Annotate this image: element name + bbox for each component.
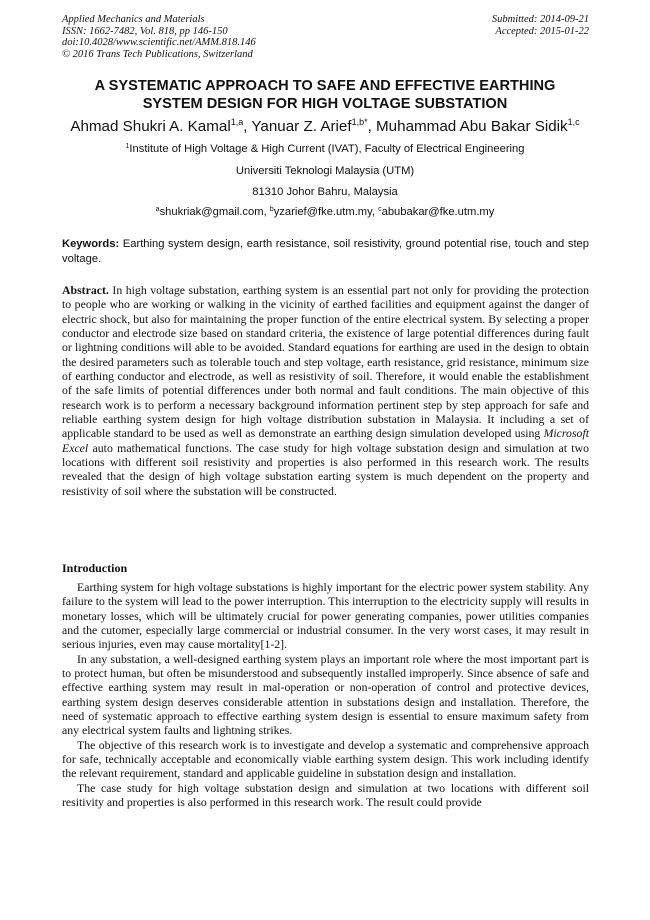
email-a-marker: a [155, 206, 160, 213]
author-1-name: Ahmad Shukri A. Kamal [70, 118, 231, 135]
email-c-marker: c [378, 206, 382, 213]
introduction-body [62, 580, 589, 810]
abstract-software-name: Microsoft Excel [62, 426, 589, 455]
keywords-text: Earthing system design, earth resistance, soil resistivity, ground potential rise, touch and step voltage. [62, 238, 589, 265]
journal-name: Applied Mechanics and Materials [62, 14, 205, 25]
title-line-1: A SYSTEMATIC APPROACH TO SAFE AND EFFECTIVE EARTHING [94, 78, 556, 94]
title-line-2: SYSTEM DESIGN FOR HIGH VOLTAGE SUBSTATION [142, 96, 508, 112]
email-c[interactable]: abubakar@fke.utm.my [381, 206, 495, 218]
email-b-marker: b [269, 206, 274, 213]
introduction-heading: Introduction [62, 561, 128, 575]
journal-header [62, 14, 256, 60]
author-3-affil: 1,c [567, 117, 580, 127]
abstract-section [62, 283, 589, 498]
email-a[interactable]: shukriak@gmail.com, [159, 206, 270, 218]
author-1-affil: 1,a [230, 117, 244, 127]
dates-header [492, 14, 589, 37]
intro-paragraph-2: In any substation, a well-designed earthing system plays an important role where the most important part is to protect human, but often be misunderstood and subsequently installed improperly. Since absence of safe and effective earthing system may result in mal-operation or non-operation of control and protective devices, earthing system design deserves considerable attention in substations design and installation. Therefore, the need of systematic approach to effective earthing system design is essential to ensure maximum safety from any electrical system faults and lightning strikes. [62, 651, 589, 738]
intro-paragraph-1: Earthing system for high voltage substations is highly important for the electric power system stability. Any failure to the system will lead to the power interruption. This interruption to the electricity supply will results in monetary losses, which will be ultimately crucial for power generating companies, power utilities companies and the cutomer, especially large commercial or industrial consumer. In the very worst cases, it may result in serious injuries, even may cause mortality[1-2]. [62, 580, 589, 652]
author-separator: , [367, 118, 377, 135]
affiliation-line-3: 81310 Johor Bahru, Malaysia [252, 186, 398, 198]
affiliation-institute: Institute of High Voltage & High Current (IVAT), Faculty of Electrical Engineering [129, 143, 525, 155]
affiliation-number: 1 [125, 143, 130, 150]
accepted-date: Accepted: 2015-01-22 [495, 25, 589, 37]
abstract-label: Abstract. [62, 283, 109, 297]
author-3-name: Muhammad Abu Bakar Sidik [376, 118, 568, 135]
intro-paragraph-4: The case study for high voltage substation design and simulation at two locations with different soil resitivity and properties is also performed in this research work. The result could provide [62, 780, 589, 810]
keywords-section [62, 237, 589, 266]
affiliation-line-1 [30, 142, 620, 156]
copyright-line: © 2016 Trans Tech Publications, Switzerland [62, 48, 253, 60]
abstract-text-2: auto mathematical functions. The case study for high voltage substation design and simulation at two locations with different soil resistivity and properties is also performed in this research work. The results revealed that the design of high voltage substation earting system is much dependent on the property and resistivity of soil where the substation will be constructed. [62, 440, 589, 498]
author-list [20, 118, 630, 136]
keywords-label: Keywords: [62, 238, 120, 250]
paper-title [40, 77, 610, 113]
intro-paragraph-3: The objective of this research work is to investigate and develop a systematic and comprehensive approach for safe, technically acceptable and economically viable earthing system design. This work including identify the relevant requirement, standard and applicable guideline in substation design and installation. [62, 737, 589, 781]
issn-line: ISSN: 1662-7482, Vol. 818, pp 146-150 [62, 25, 228, 37]
author-separator: , [243, 118, 252, 135]
affiliation-line-2: Universiti Teknologi Malaysia (UTM) [235, 165, 415, 177]
doi-line: doi:10.4028/www.scientific.net/AMM.818.146 [62, 37, 256, 48]
email-b[interactable]: yzarief@fke.utm.my, [273, 206, 379, 218]
submitted-date: Submitted: 2014-09-21 [491, 14, 589, 25]
author-emails [30, 205, 620, 219]
author-2-affil: 1,b* [351, 117, 368, 127]
abstract-text-1: In high voltage substation, earthing system is an essential part not only for providing the protection to people who are working or walking in the vicinity of earthed facilities and equipment against the danger of electric shock, but also for maintaining the proper function of the entire electrical system. By selecting a proper conductor and electrode size based on standard criteria, the existence of large potential differences during fault or lightning conditions will able to be avoided. Standard equations for earthing are used in the design to obtain the desired parameters such as tolerable touch and step voltage, earth resistance, grid resistance, minimum size of earthing conductor and electrode, as well as resistivity of soil. Therefore, it would enable the establishment of the safe limits of potential differences under both normal and fault conditions. The main objective of this research work is to perform a necessary background information pertinent step by step approach for safe and reliable earthing system design for high voltage distribution substation in Malaysia. It including a set of applicable standard to be used as well as demonstrate an earthing design simulation developed using [62, 283, 589, 441]
author-2-name: Yanuar Z. Arief [251, 118, 352, 135]
